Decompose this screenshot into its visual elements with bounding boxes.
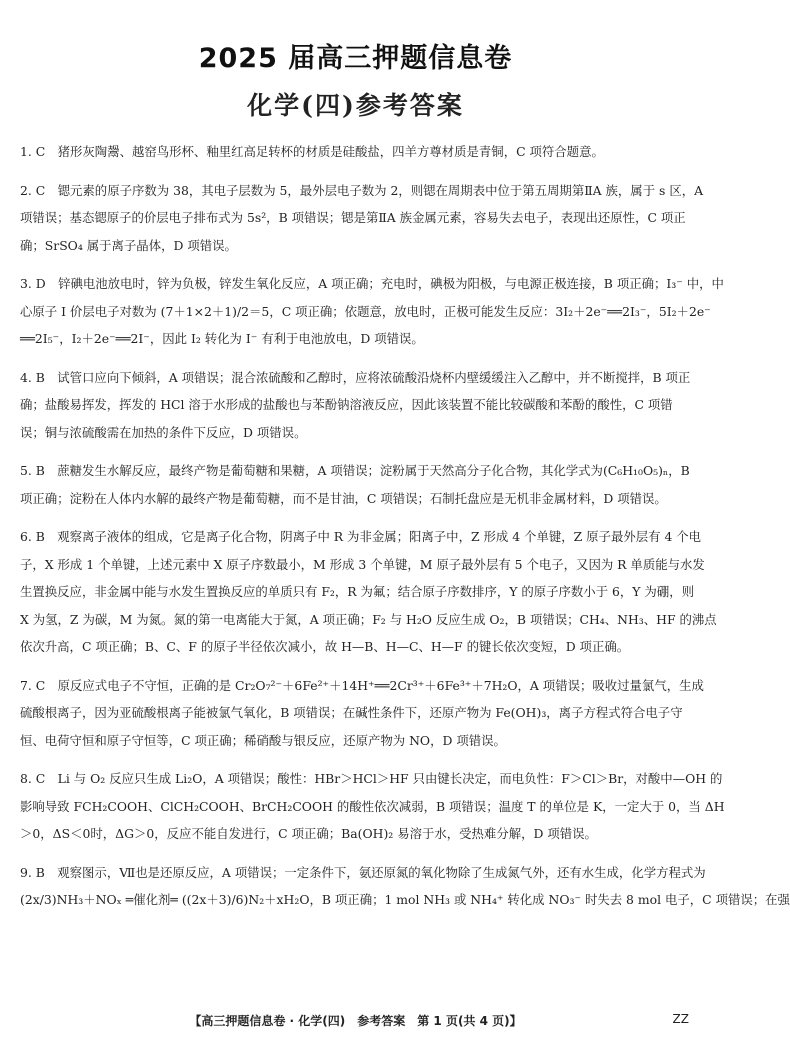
answer-line: ══2I₅⁻，I₂＋2e⁻══2I⁻，因此 I₂ 转化为 I⁻ 有利于电池放电，D 项错误。 xyxy=(20,331,424,346)
answer-line: 影响导致 FCH₂COOH、ClCH₂COOH、BrCH₂COOH 的酸性依次减弱，B 项错误；温度 T 的单位是 K，一定大于 0，当 ΔH xyxy=(20,798,725,814)
answer-line: 5. B 蔗糖发生水解反应，最终产物是葡萄糖和果糖，A 项错误；淀粉属于天然高分子化合物，其化学式为(C₆H₁₀O₅)ₙ，B xyxy=(20,463,690,478)
page-subtitle: 化学(四)参考答案 xyxy=(247,91,464,120)
answer-line: 项错误；基态锶原子的价层电子排布式为 5s²，B 项错误；锶是第ⅡA 族金属元素，容易失去电子，表现出还原性，C 项正 xyxy=(20,210,686,225)
answer-line: 9. B 观察图示，Ⅶ也是还原反应，A 项错误；一定条件下，氨还原氮的氧化物除了生成氮气外，还有水生成，化学方程式为 xyxy=(20,864,706,880)
answer-list xyxy=(20,138,790,925)
answer-line: 项正确；淀粉在人体内水解的最终产物是葡萄糖，而不是甘油，C 项错误；石制托盘应是无机非金属材料，D 项错误。 xyxy=(20,490,667,506)
answer-line: X 为氢，Z 为碳，M 为氮。氮的第一电离能大于氮，A 项正确；F₂ 与 H₂O 反应生成 O₂，B 项错误；CH₄、NH₃、HF 的沸点 xyxy=(20,611,717,627)
answer-line: 确；盐酸易挥发，挥发的 HCl 溶于水形成的盐酸也与苯酚钠溶液反应，因此该装置不能比较碳酸和苯酚的酸性，C 项错 xyxy=(20,397,673,412)
answer-line: 4. B 试管口应向下倾斜，A 项错误；混合浓硫酸和乙醇时，应将浓硫酸沿烧杯内壁缓缓注入乙醇中，并不断搅拌，B 项正 xyxy=(20,369,691,385)
answer-line: 生置换反应，非金属中能与水发生置换反应的单质只有 F₂，R 为氟；结合原子序数排序，Y 的原子序数小于 6，Y 为硼，则 xyxy=(20,584,694,599)
answer-line: 硫酸根离子，因为亚硫酸根离子能被氯气氧化，B 项错误；在碱性条件下，还原产物为 Fe(OH)₃，离子方程式符合电子守 xyxy=(20,705,683,720)
answer-line: 2. C 锶元素的原子序数为 38，其电子层数为 5，最外层电子数为 2，则锶在周期表中位于第五周期第ⅡA 族，属于 s 区，A xyxy=(20,182,704,198)
answer-line: 依次升高，C 项正确；B、C、F 的原子半径依次减小，故 H—B、H—C、H—F 的键长依次变短，D 项正确。 xyxy=(20,639,630,654)
answer-item xyxy=(20,859,790,914)
answer-line: 恒、电荷守恒和原子守恒等，C 项正确；稀硝酸与银反应，还原产物为 NO，D 项错误。 xyxy=(20,732,506,748)
footer-code: ZZ xyxy=(672,1012,689,1026)
answer-line: (2x/3)NH₃＋NOₓ ═催化剂═ ((2x＋3)/6)N₂＋xH₂O，B 项正确；1 mol NH₃ 或 NH₄⁺ 转化成 NO₃⁻ 时失去 8 mol 电子，C 项错误；在强 xyxy=(20,892,790,907)
answer-line: 心原子 I 价层电子对数为 (7＋1×2＋1)/2＝5，C 项正确；依题意，放电时，正极可能发生反应：3I₂＋2e⁻══2I₃⁻，5I₂＋2e⁻ xyxy=(20,303,711,319)
answer-item xyxy=(20,765,725,848)
answer-line: 子，X 形成 1 个单键，上述元素中 X 原子序数最小，M 形成 3 个单键，M 原子最外层有 5 个电子，又因为 R 单质能与水发 xyxy=(20,556,705,572)
answer-item xyxy=(20,457,695,512)
page-title: 2025 届高三押题信息卷 xyxy=(198,43,513,74)
answer-item xyxy=(20,364,695,447)
page-footer: 【高三押题信息卷 · 化学(四) 参考答案 第 1 页(共 4 页)】 xyxy=(189,1014,522,1028)
answer-line: 8. C Li 与 O₂ 反应只生成 Li₂O，A 项错误；酸性：HBr＞HCl＞HF 只由键长决定，而电负性：F＞Cl＞Br，对酸中—OH 的 xyxy=(20,771,723,786)
answer-item xyxy=(20,177,704,260)
answer-line: ＞0，ΔS＜0时，ΔG＞0，反应不能自发进行，C 项正确；Ba(OH)₂ 易溶于水，受热难分解，D 项错误。 xyxy=(20,826,597,841)
answer-line: 误；铜与浓硫酸需在加热的条件下反应，D 项错误。 xyxy=(20,424,307,440)
answer-item xyxy=(20,672,704,755)
answer-line: 1. C 猪形灰陶鬶、越窑鸟形杯、釉里红高足转杯的材质是硅酸盐，四羊方尊材质是青铜，C 项符合题意。 xyxy=(20,144,604,159)
answer-line: 确；SrSO₄ 属于离子晶体，D 项错误。 xyxy=(20,237,237,253)
answer-line: 6. B 观察离子液体的组成，它是离子化合物，阴离子中 R 为非金属；阳离子中，Z 形成 4 个单键，Z 原子最外层有 4 个电 xyxy=(20,529,702,544)
answer-item xyxy=(20,138,695,166)
answer-line: 7. C 原反应式电子不守恒，正确的是 Cr₂O₇²⁻＋6Fe²⁺＋14H⁺══2Cr³⁺＋6Fe³⁺＋7H₂O，A 项错误；吸收过量氯气，生成 xyxy=(20,677,704,693)
answer-item xyxy=(20,523,717,661)
answer-item xyxy=(20,270,724,353)
answer-line: 3. D 锌碘电池放电时，锌为负极，锌发生氧化反应，A 项正确；充电时，碘极为阳极，与电源正极连接，B 项正确；I₃⁻ 中，中 xyxy=(20,276,724,291)
